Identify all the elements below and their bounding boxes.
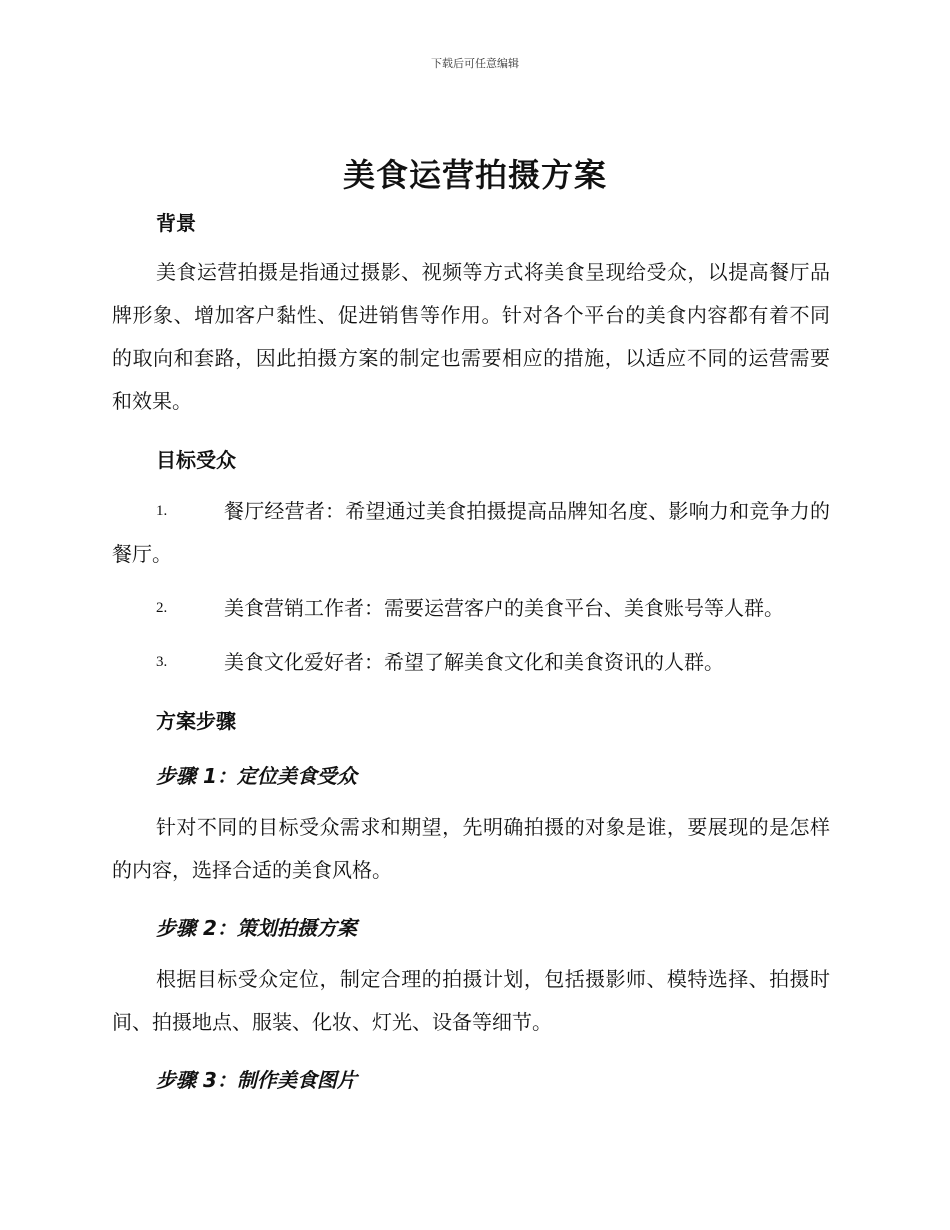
list-number: 3. (156, 654, 168, 670)
page-header-note: 下载后可任意编辑 (431, 57, 519, 70)
list-item-text: 美食营销工作者：需要运营客户的美食平台、美食账号等人群。 (224, 596, 784, 620)
paragraph-step-2: 根据目标受众定位，制定合理的拍摄计划，包括摄影师、模特选择、拍摄时间、拍摄地点、服装、化妆、灯光、设备等细节。 (112, 967, 830, 1034)
list-number: 2. (156, 600, 168, 616)
heading-background: 背景 (156, 211, 196, 235)
heading-steps: 方案步骤 (156, 709, 236, 733)
heading-audience: 目标受众 (156, 448, 236, 472)
list-item (112, 641, 830, 684)
heading-step-2: 步骤 2：策划拍摄方案 (156, 916, 357, 940)
heading-step-3: 步骤 3：制作美食图片 (156, 1068, 357, 1092)
paragraph-background: 美食运营拍摄是指通过摄影、视频等方式将美食呈现给受众，以提高餐厅品牌形象、增加客户黏性、促进销售等作用。针对各个平台的美食内容都有着不同的取向和套路，因此拍摄方案的制定也需要相应的措施，以适应不同的运营需要和效果。 (112, 260, 830, 413)
list-item-text: 美食文化爱好者：希望了解美食文化和美食资讯的人群。 (224, 650, 724, 674)
list-item (112, 587, 830, 630)
heading-step-1: 步骤 1：定位美食受众 (156, 764, 357, 788)
document-title: 美食运营拍摄方案 (342, 156, 607, 194)
list-number: 1. (156, 503, 168, 519)
paragraph-step-1: 针对不同的目标受众需求和期望，先明确拍摄的对象是谁，要展现的是怎样的内容，选择合适的美食风格。 (112, 815, 830, 882)
list-item (112, 490, 830, 576)
list-item-text: 餐厅经营者：希望通过美食拍摄提高品牌知名度、影响力和竞争力的餐厅。 (112, 499, 830, 566)
